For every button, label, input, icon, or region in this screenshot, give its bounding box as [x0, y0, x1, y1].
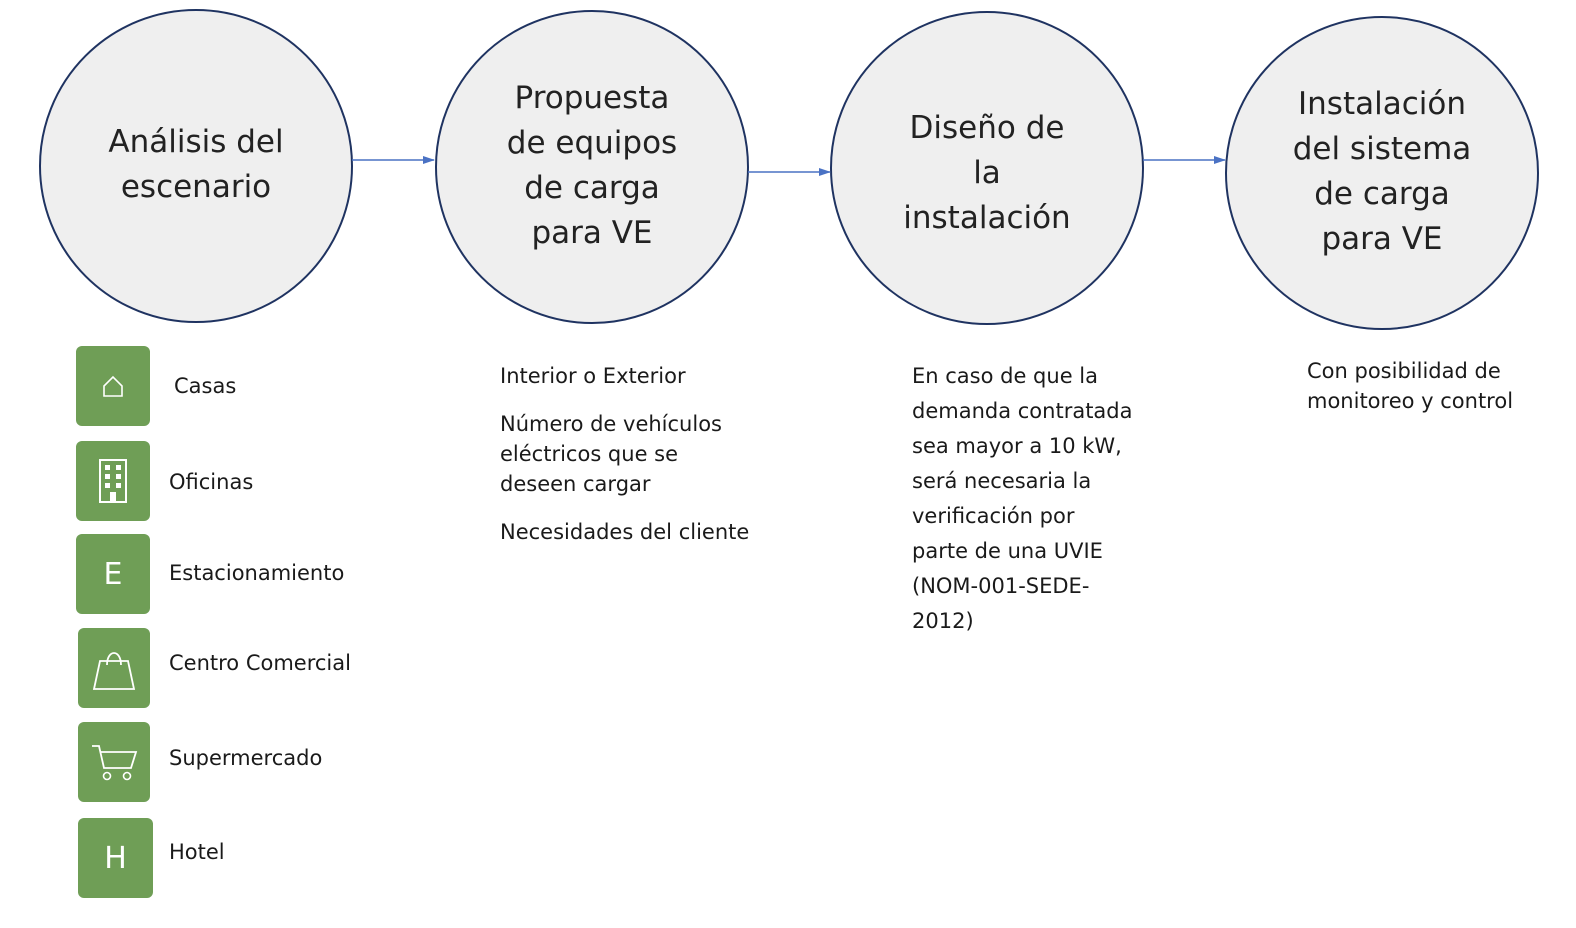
step-3-title: Diseño de la instalación — [903, 109, 1071, 236]
step-4-title: Instalación del sistema de carga para VE — [1292, 86, 1472, 257]
category-label-oficinas: Oficinas — [169, 470, 254, 494]
category-label-estacionamiento: Estacionamiento — [169, 561, 345, 585]
category-label-centro-comercial: Centro Comercial — [169, 651, 351, 675]
category-tile-centro-comercial — [78, 628, 150, 708]
house-icon — [100, 373, 126, 399]
category-tile-casas — [76, 346, 150, 426]
category-tile-supermercado — [78, 722, 150, 802]
category-label-casas: Casas — [174, 374, 237, 398]
shopping-cart-icon — [89, 740, 139, 784]
install-note: Con posibilidad de monitoreo y control — [1307, 359, 1514, 413]
hotel-icon: H — [104, 840, 127, 876]
proposal-notes — [500, 361, 750, 565]
office-building-icon — [97, 458, 129, 504]
category-tile-oficinas — [76, 441, 150, 521]
step-1-title: Análisis del escenario — [108, 124, 284, 205]
category-label-hotel: Hotel — [169, 840, 225, 864]
proposal-note-vehicles: Número de vehículos eléctricos que se deseen cargar — [500, 412, 722, 496]
design-note: En caso de que la demanda contratada sea mayor a 10 kW, será necesaria la verificación por parte de una UVIE (NOM-001-SEDE-2012) — [912, 364, 1133, 633]
category-label-supermercado: Supermercado — [169, 746, 323, 770]
category-tile-estacionamiento — [76, 534, 150, 614]
proposal-note-needs: Necesidades del cliente — [500, 520, 750, 544]
parking-icon: E — [103, 556, 123, 592]
step-2-title: Propuesta de equipos de carga para VE — [506, 80, 678, 251]
proposal-note-location: Interior o Exterior — [500, 364, 686, 388]
shopping-bag-icon — [90, 643, 138, 693]
category-tile-hotel — [78, 818, 153, 898]
